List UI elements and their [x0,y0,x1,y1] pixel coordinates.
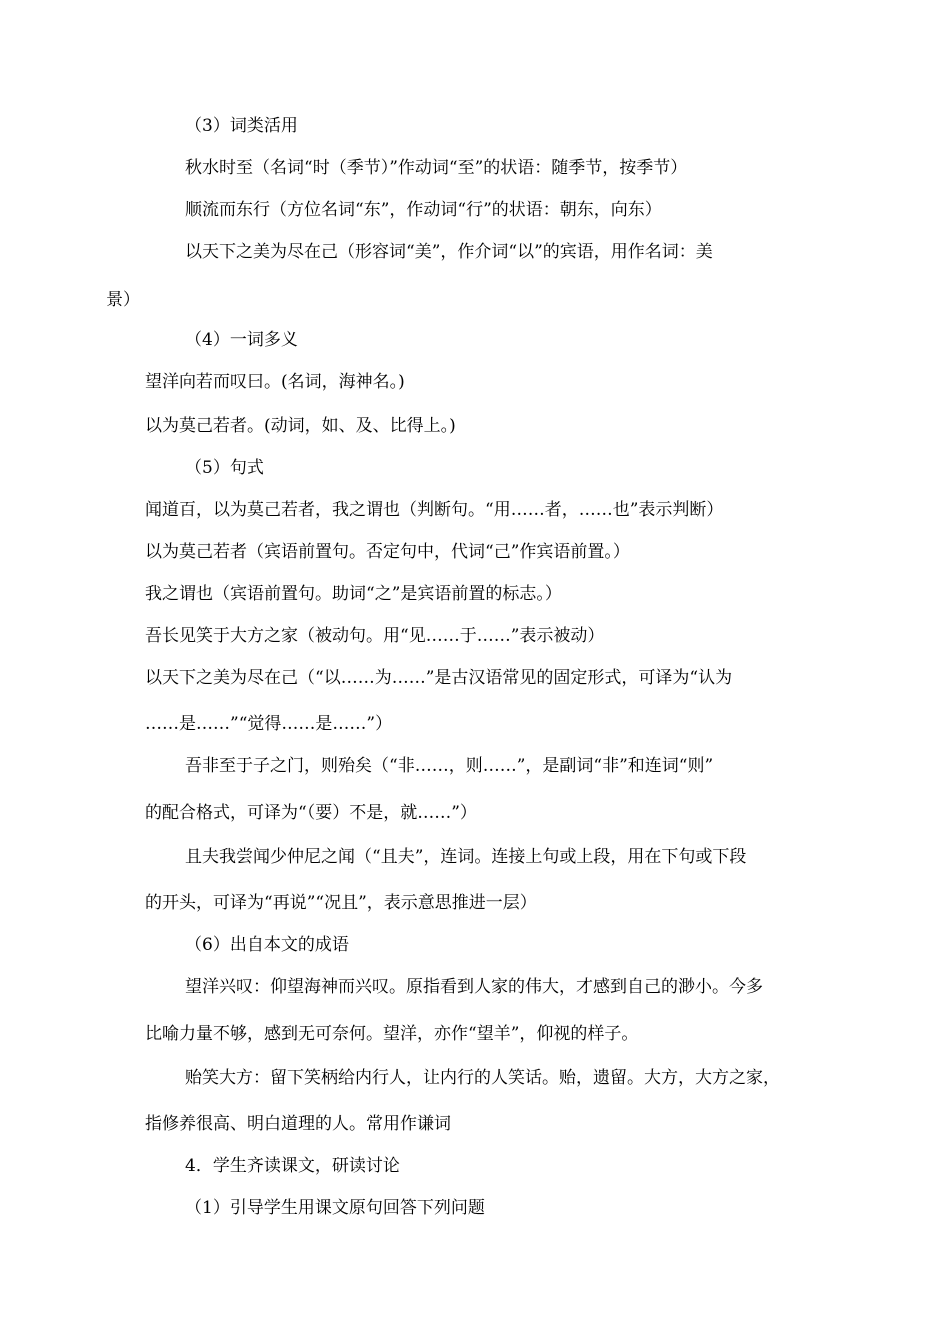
paragraph-line: 以为莫己若者（宾语前置句。否定句中，代词“己”作宾语前置。） [145,542,630,562]
paragraph-line: 景） [106,290,140,310]
paragraph-line: （1）引导学生用课文原句回答下列问题 [185,1198,485,1218]
paragraph-line: 比喻力量不够，感到无可奈何。望洋，亦作“望羊”，仰视的样子。 [145,1024,639,1044]
paragraph-line: 指修养很高、明白道理的人。常用作谦词 [145,1114,451,1134]
paragraph-line: 吾非至于子之门，则殆矣（“非……，则……”，是副词“非”和连词“则” [185,756,714,776]
paragraph-line: 贻笑大方：留下笑柄给内行人，让内行的人笑话。贻，遗留。大方，大方之家， [185,1068,780,1088]
paragraph-line: 且夫我尝闻少仲尼之闻（“且夫”，连词。连接上句或上段，用在下句或下段 [185,847,747,867]
paragraph-line: 以天下之美为尽在己（“以……为……”是古汉语常见的固定形式，可译为“认为 [145,668,733,688]
paragraph-line: 我之谓也（宾语前置句。助词“之”是宾语前置的标志。） [145,584,562,604]
paragraph-line: 以天下之美为尽在己（形容词“美”，作介词“以”的宾语，用作名词：美 [185,242,713,262]
paragraph-line: 的配合格式，可译为“（要）不是，就……”） [145,803,477,823]
paragraph-line: ……是……”“觉得……是……”） [145,714,393,734]
paragraph-line: 闻道百，以为莫己若者，我之谓也（判断句。“用……者，……也”表示判断） [145,500,724,520]
paragraph-line: 顺流而东行（方位名词“东”，作动词“行”的状语：朝东，向东） [185,200,662,220]
heading-polysemy: （4）一词多义 [185,330,298,350]
paragraph-line: 以为莫己若者。(动词，如、及、比得上。) [145,416,456,436]
heading-word-class-usage: （3）词类活用 [185,116,298,136]
paragraph-line: 秋水时至（名词“时（季节）”作动词“至”的状语：随季节，按季节） [185,158,688,178]
heading-sentence-patterns: （5）句式 [185,458,264,478]
paragraph-line: 望洋兴叹：仰望海神而兴叹。原指看到人家的伟大，才感到自己的渺小。今多 [185,977,763,997]
heading-reading-discussion: 4．学生齐读课文，研读讨论 [185,1156,400,1176]
heading-idioms: （6）出自本文的成语 [185,935,349,955]
paragraph-line: 吾长见笑于大方之家（被动句。用“见……于……”表示被动） [145,626,605,646]
paragraph-line: 望洋向若而叹曰。(名词，海神名。) [145,372,405,392]
paragraph-line: 的开头，可译为“再说”“况且”，表示意思推进一层） [145,893,537,913]
